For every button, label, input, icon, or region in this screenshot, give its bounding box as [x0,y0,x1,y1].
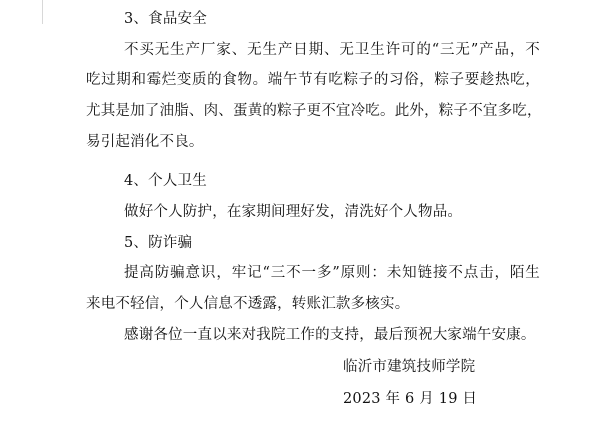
section-heading-food-safety: 3、食品安全 [124,11,207,27]
page-margin-mark [42,0,43,24]
section-heading-personal-hygiene: 4、个人卫生 [124,173,207,189]
section-heading-anti-fraud: 5、防诈骗 [124,235,193,251]
paragraph-line: 做好个人防护，在家期间理好发，清洗好个人物品。 [124,204,463,220]
paragraph-line: 提高防骗意识，牢记“三不一多”原则：未知链接不点击，陌生 [124,265,540,281]
paragraph-line: 吃过期和霉烂变质的食物。端午节有吃粽子的习俗，粽子要趁热吃， [86,72,540,88]
paragraph-line: 不买无生产厂家、无生产日期、无卫生许可的“三无”产品，不 [124,42,540,58]
closing-remark: 感谢各位一直以来对我院工作的支持，最后预祝大家端午安康。 [124,327,536,343]
paragraph-line: 尤其是加了油脂、肉、蛋黄的粽子更不宜冷吃。此外，粽子不宜多吃， [86,103,542,119]
signature-date: 2023 年 6 月 19 日 [343,391,478,407]
paragraph-line: 易引起消化不良。 [86,134,204,150]
signature-organization: 临沂市建筑技师学院 [343,359,476,375]
paragraph-line: 来电不轻信，个人信息不透露，转账汇款多核实。 [86,296,410,312]
